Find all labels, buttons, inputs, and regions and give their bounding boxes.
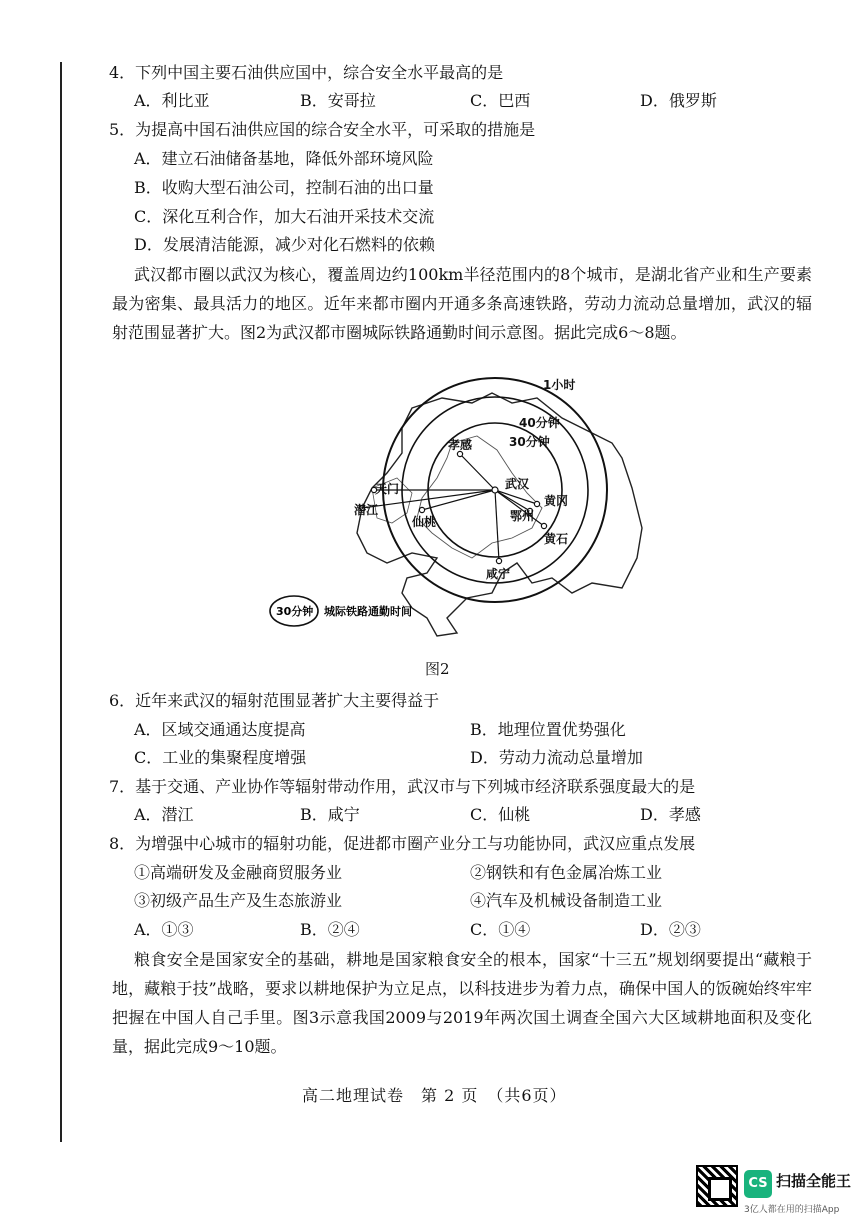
q5-option-c: C．深化互利合作，加大石油开采技术交流 [134,207,435,226]
passage-grain-security-text: 粮食安全是国家安全的基础，耕地是国家粮食安全的根本，国家“十三五”规划纲要提出“藏粮于地，藏粮于技”战略，要求以耕地保护为立足点，以科技进步为着力点，确保中国人的饭碗始终牢牢把握在中国人自己手里。图3示意我国2009与2019年两次国土调查全国六大区域耕地面积及变化量，据此完成9～10题。 [112,950,812,1056]
q8-item-3: ③初级产品生产及生态旅游业 [134,891,343,910]
city-dot-xiantao [419,507,424,512]
q8-option-b: B．②④ [300,920,360,939]
q4-option-b: B．安哥拉 [300,91,376,110]
ring-label-30-min: 30分钟 [509,435,550,449]
rail-line-xianning [495,490,499,561]
camscanner-tagline: 3亿人都在用的扫描App [744,1205,840,1215]
q5-stem: 5．为提高中国石油供应国的综合安全水平，可采取的措施是 [109,120,536,139]
city-label-ezhou: 鄂州 [510,509,535,523]
city-label-tianmen: 天门 [375,482,400,496]
camscanner-name: 扫描全能王 [776,1172,852,1190]
q7-option-a: A．潜江 [134,805,194,824]
q8-option-a: A．①③ [134,920,194,939]
q4-option-c: C．巴西 [470,91,531,110]
q8-stem: 8．为增强中心城市的辐射功能，促进都市圈产业分工与功能协同，武汉应重点发展 [109,834,696,853]
city-label-xianning: 咸宁 [486,567,511,581]
passage-wuhan-text: 武汉都市圈以武汉为核心，覆盖周边约100km半径范围内的8个城市，是湖北省产业和生产要素最为密集、最具活力的地区。近年来都市圈内开通多条高速铁路，劳动力流动总量增加，武汉的辐射范围显著扩大。图2为武汉都市圈城际铁路通勤时间示意图。据此完成6～8题。 [112,265,812,342]
q7-stem: 7．基于交通、产业协作等辐射带动作用，武汉市与下列城市经济联系强度最大的是 [109,777,696,796]
q4-option-a: A．利比亚 [134,91,210,110]
city-label-wuhan: 武汉 [505,477,530,491]
q7-option-b: B．咸宁 [300,805,360,824]
q7-option-c: C．仙桃 [470,805,531,824]
q4-stem: 4．下列中国主要石油供应国中，综合安全水平最高的是 [109,63,504,82]
city-label-xiantao: 仙桃 [412,515,437,529]
city-label-huanggang: 黄冈 [544,494,569,508]
city-dot-huanggang [534,501,539,506]
q7-option-d: D．孝感 [640,805,701,824]
q6-stem: 6．近年来武汉的辐射范围显著扩大主要得益于 [109,691,440,710]
wuhan-commute-map [262,358,652,648]
q8-option-c: C．①④ [470,920,531,939]
qr-code-icon [696,1165,738,1207]
q8-option-d: D．②③ [640,920,701,939]
page-footer: 高二地理试卷 第 2 页 （共6页） [302,1086,567,1105]
passage-wuhan [112,260,812,347]
camscanner-logo: CS [744,1170,772,1198]
rail-line-xiaogan [460,454,495,490]
ring-label-1-hour: 1小时 [543,378,576,392]
city-dot-xianning [496,558,501,563]
city-label-qianjiang: 潜江 [354,503,379,517]
city-label-huangshi: 黄石 [544,532,569,546]
city-dot-xiaogan [457,451,462,456]
q5-option-d: D．发展清洁能源，减少对化石燃料的依赖 [134,235,435,254]
q5-option-a: A．建立石油储备基地，降低外部环境风险 [134,149,434,168]
inner-boundary [417,436,542,558]
city-dot-huangshi [541,523,546,528]
q5-option-b: B．收购大型石油公司，控制石油的出口量 [134,178,434,197]
legend-symbol-label: 30分钟 [276,605,314,618]
figure-caption: 图2 [425,660,450,678]
q6-option-b: B．地理位置优势强化 [470,720,626,739]
q4-option-d: D．俄罗斯 [640,91,717,110]
q6-option-a: A．区域交通通达度提高 [134,720,306,739]
margin-line [60,62,62,1142]
q6-option-d: D．劳动力流动总量增加 [470,748,643,767]
q8-item-1: ①高端研发及金融商贸服务业 [134,863,343,882]
q8-item-2: ②钢铁和有色金属冶炼工业 [470,863,663,882]
ring-label-40-min: 40分钟 [519,416,560,430]
legend-text: 城际铁路通勤时间 [324,605,412,618]
q6-option-c: C．工业的集聚程度增强 [134,748,307,767]
q8-item-4: ④汽车及机械设备制造工业 [470,891,663,910]
passage-grain-security [112,945,812,1061]
city-label-xiaogan: 孝感 [448,438,473,452]
city-dot-wuhan [492,487,498,493]
rail-line-xiantao [422,490,495,510]
